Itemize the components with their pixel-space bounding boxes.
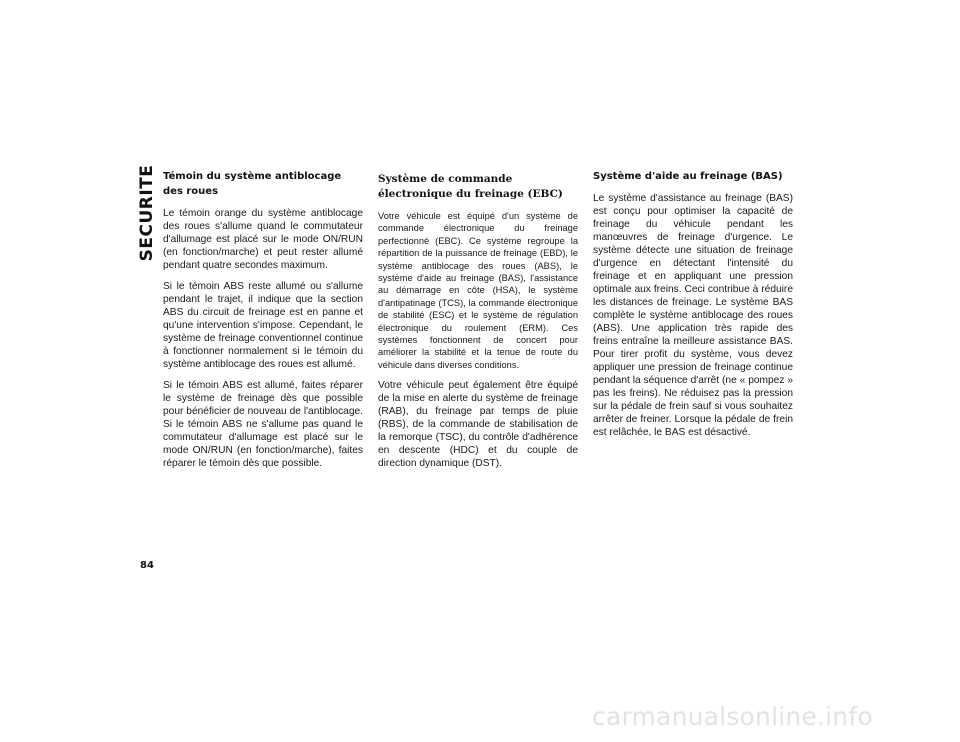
section-tab <box>136 164 158 262</box>
paragraph: Si le témoin ABS reste allumé ou s'allume pendant le trajet, il indique que la section ABS du circuit de freinage est en panne et qu'une intervention s'impose. Cependant, le système de freinage conventionnel continue à fonctionner normalement si le témoin du système antiblocage des roues est allumé. <box>163 281 363 370</box>
paragraph: Le système d'assistance au freinage (BAS) est conçu pour optimiser la capacité de freinage du véhicule pendant les manœuvres de freinage d'urgence. Le système détecte une situation de freinage d'urgence en détectant l'intensité du freinage et en appliquant une pression optimale aux freins. Ceci contribue à réduire les distances de freinage. Le système BAS complète le système antiblocage des roues (ABS). Une application très rapide des freins entraîne la meilleure assistance BAS. Pour tirer profit du système, vous devez appliquer une pression de freinage continue pendant la séquence d'arrêt (ne « pompez » pas les freins). Ne réduisez pas la pression sur la pédale de frein sauf si vous souhaitez arrêter de freiner. Lorsque la pédale de frein est relâchée, le BAS est désactivé. <box>593 193 793 438</box>
section-tab-label: SECURITE <box>137 164 157 262</box>
paragraph: Votre véhicule est équipé d'un système de commande électronique du freinage perfectionné (EBC). Ce système regroupe la répartition de la puissance de freinage (EBD), le système antiblocage des roues (ABS), le système d'aide au freinage (BAS), l'assistance au démarrage en côte (HSA), le système d'antipatinage (TCS), la commande électronique de stabilité (ESC) et le système de régulation électronique du roulement (ERM). Ces systèmes fonctionnent de concert pour améliorer la stabilité et la tenue de route du véhicule dans diverses conditions. <box>378 211 578 370</box>
heading-ebc: Système de commande électronique du freinage (EBC) <box>378 173 563 200</box>
column-bas <box>593 169 793 447</box>
heading-abs-warning-light: Témoin du système antiblocage des roues <box>163 171 342 197</box>
column-ebc <box>378 169 578 478</box>
paragraph: Le témoin orange du système antiblocage des roues s'allume quand le commutateur d'allumage est placé sur le mode ON/RUN (en fonction/marche) et peut rester allumé pendant quatre secondes maximum. <box>163 208 363 271</box>
paragraph: Si le témoin ABS est allumé, faites réparer le système de freinage dès que possible pour bénéficier de nouveau de l'antiblocage. Si le témoin ABS ne s'allume pas quand le commutateur d'allumage est placé sur le mode ON/RUN (en fonction/marche), faites réparer le témoin dès que possible. <box>163 380 363 469</box>
column-abs-warning-light <box>163 169 363 478</box>
paragraph: Votre véhicule peut également être équipé de la mise en alerte du système de freinage (RAB), du freinage par temps de pluie (RBS), de la commande de stabilisation de la remorque (TSC), du contrôle d'adhérence en descente (HDC) et du couple de direction dynamique (DST). <box>378 380 578 470</box>
page-number: 84 <box>140 560 154 571</box>
watermark: carmanualsonline.info <box>592 702 873 731</box>
heading-bas: Système d'aide au freinage (BAS) <box>593 171 783 182</box>
